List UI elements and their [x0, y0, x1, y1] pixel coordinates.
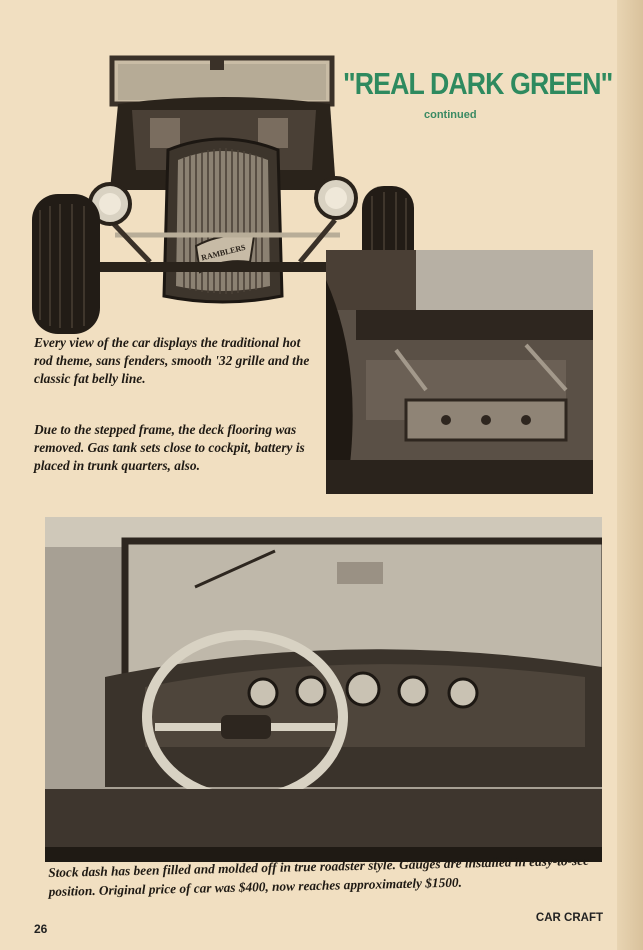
dash-view-caption: Stock dash has been filled and molded off in true roadster style. Gauges are installed in easy-to-see position. Original price of car was $400, now reaches approximately $1500.: [48, 852, 590, 899]
deck-view-photo: [326, 250, 593, 494]
article-title: "REAL DARK GREEN": [343, 66, 613, 101]
page-edge: [617, 0, 643, 950]
front-view-caption: Every view of the car displays the traditional hot rod theme, sans fenders, smooth '32 grille and the classic fat belly line.: [34, 335, 310, 386]
magazine-name: CAR CRAFT: [535, 912, 603, 924]
page-number: 26: [34, 922, 48, 936]
dash-view-photo: [45, 517, 602, 862]
deck-view-caption: Due to the stepped frame, the deck flooring was removed. Gas tank sets close to cockpit, battery is placed in trunk quarters, also.: [34, 422, 305, 473]
article-subtitle: continued: [424, 109, 477, 121]
grille-badge-text: RAMBLERS: [200, 242, 247, 263]
